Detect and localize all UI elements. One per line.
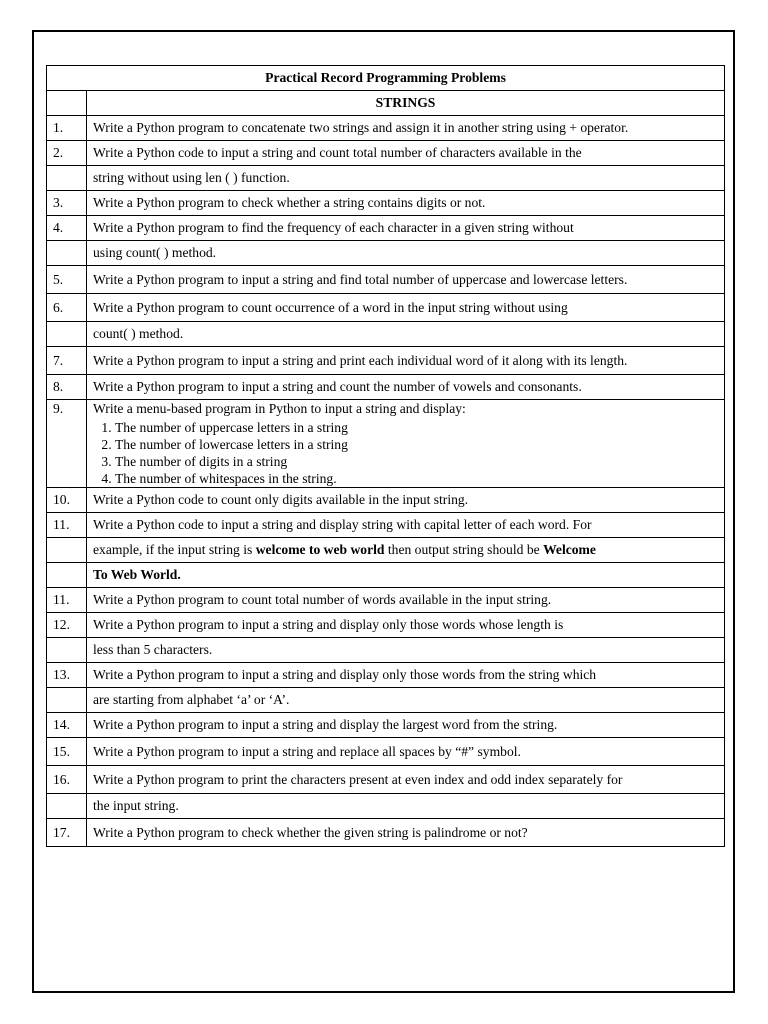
row-text: Write a Python program to input a string and find total number of uppercase and lowercase letters. — [87, 266, 725, 294]
row-number: 14. — [47, 713, 87, 738]
row-number: 6. — [47, 294, 87, 322]
row-number: 1. — [47, 116, 87, 141]
row-text: Write a Python program to check whether a string contains digits or not. — [87, 191, 725, 216]
table-row — [47, 613, 725, 638]
row-text: Write a Python program to count total number of words available in the input string. — [87, 588, 725, 613]
row-text — [87, 400, 725, 488]
list-item: 3. The number of digits in a string — [115, 453, 718, 470]
list-item: 2. The number of lowercase letters in a string — [115, 436, 718, 453]
table-row — [47, 216, 725, 241]
row-number: 8. — [47, 375, 87, 400]
row-number: 9. — [47, 400, 87, 488]
row-number: 12. — [47, 613, 87, 638]
row-text: Write a Python program to print the characters present at even index and odd index separately for — [87, 766, 725, 794]
example-output: To Web World. — [93, 567, 181, 582]
row-text: Write a Python program to input a string and display the largest word from the string. — [87, 713, 725, 738]
table-row — [47, 116, 725, 141]
row-text: Write a Python program to input a string and print each individual word of it along with its length. — [87, 347, 725, 375]
table-row — [47, 563, 725, 588]
row-text: Write a Python program to input a string and display only those words from the string which — [87, 663, 725, 688]
row-text: Write a Python program to input a string and replace all spaces by “#” symbol. — [87, 738, 725, 766]
table-row — [47, 538, 725, 563]
table-row — [47, 688, 725, 713]
row-text: using count( ) method. — [87, 241, 725, 266]
row-number: 10. — [47, 488, 87, 513]
table-row — [47, 266, 725, 294]
list-item: 4. The number of whitespaces in the string. — [115, 470, 718, 487]
row-text — [87, 563, 725, 588]
row-text: string without using len ( ) function. — [87, 166, 725, 191]
table-row-menu — [47, 400, 725, 488]
row-text: Write a Python program to count occurrence of a word in the input string without using — [87, 294, 725, 322]
row-number: 17. — [47, 819, 87, 847]
row-number: 15. — [47, 738, 87, 766]
row-text: less than 5 characters. — [87, 638, 725, 663]
table-row — [47, 488, 725, 513]
row-text: Write a Python code to input a string and count total number of characters available in the — [87, 141, 725, 166]
table-row — [47, 294, 725, 322]
row-number: 5. — [47, 266, 87, 294]
row-number: 4. — [47, 216, 87, 241]
example-text: then output string should be — [384, 542, 544, 557]
row-text: the input string. — [87, 794, 725, 819]
title-row — [47, 66, 725, 91]
menu-list — [93, 419, 718, 487]
table-row — [47, 513, 725, 538]
row-number: 13. — [47, 663, 87, 688]
table-row — [47, 347, 725, 375]
table-row — [47, 241, 725, 266]
row-number — [47, 563, 87, 588]
table-row — [47, 738, 725, 766]
row-text — [87, 538, 725, 563]
table-row — [47, 166, 725, 191]
row-number — [47, 241, 87, 266]
row-text: Write a Python program to find the frequency of each character in a given string without — [87, 216, 725, 241]
section-heading: STRINGS — [87, 91, 725, 116]
table-row — [47, 375, 725, 400]
row-text: count( ) method. — [87, 322, 725, 347]
menu-intro: Write a menu-based program in Python to input a string and display: — [93, 401, 466, 416]
row-number: 11. — [47, 513, 87, 538]
row-text: Write a Python program to concatenate two strings and assign it in another string using + operator. — [87, 116, 725, 141]
table-row — [47, 588, 725, 613]
row-text: Write a Python program to check whether the given string is palindrome or not? — [87, 819, 725, 847]
table-row — [47, 638, 725, 663]
table-row — [47, 713, 725, 738]
row-text: Write a Python program to input a string and display only those words whose length is — [87, 613, 725, 638]
row-number — [47, 638, 87, 663]
row-number: 2. — [47, 141, 87, 166]
table-row — [47, 191, 725, 216]
row-text: Write a Python code to count only digits available in the input string. — [87, 488, 725, 513]
table-row — [47, 766, 725, 794]
example-text: example, if the input string is — [93, 542, 256, 557]
problems-table — [46, 65, 725, 847]
table-row — [47, 794, 725, 819]
row-text: Write a Python program to input a string and count the number of vowels and consonants. — [87, 375, 725, 400]
row-number — [47, 688, 87, 713]
example-output: Welcome — [543, 542, 596, 557]
row-number — [47, 538, 87, 563]
row-number — [47, 794, 87, 819]
row-text: Write a Python code to input a string and display string with capital letter of each word. For — [87, 513, 725, 538]
row-number: 3. — [47, 191, 87, 216]
row-number — [47, 91, 87, 116]
row-number: 11. — [47, 588, 87, 613]
section-row — [47, 91, 725, 116]
row-number — [47, 166, 87, 191]
table-row — [47, 663, 725, 688]
row-text: are starting from alphabet ‘a’ or ‘A’. — [87, 688, 725, 713]
example-input: welcome to web world — [255, 542, 385, 557]
table-row — [47, 141, 725, 166]
list-item: 1. The number of uppercase letters in a string — [115, 419, 718, 436]
row-number — [47, 322, 87, 347]
row-number: 7. — [47, 347, 87, 375]
table-row — [47, 819, 725, 847]
row-number: 16. — [47, 766, 87, 794]
table-row — [47, 322, 725, 347]
table-title: Practical Record Programming Problems — [47, 66, 725, 91]
